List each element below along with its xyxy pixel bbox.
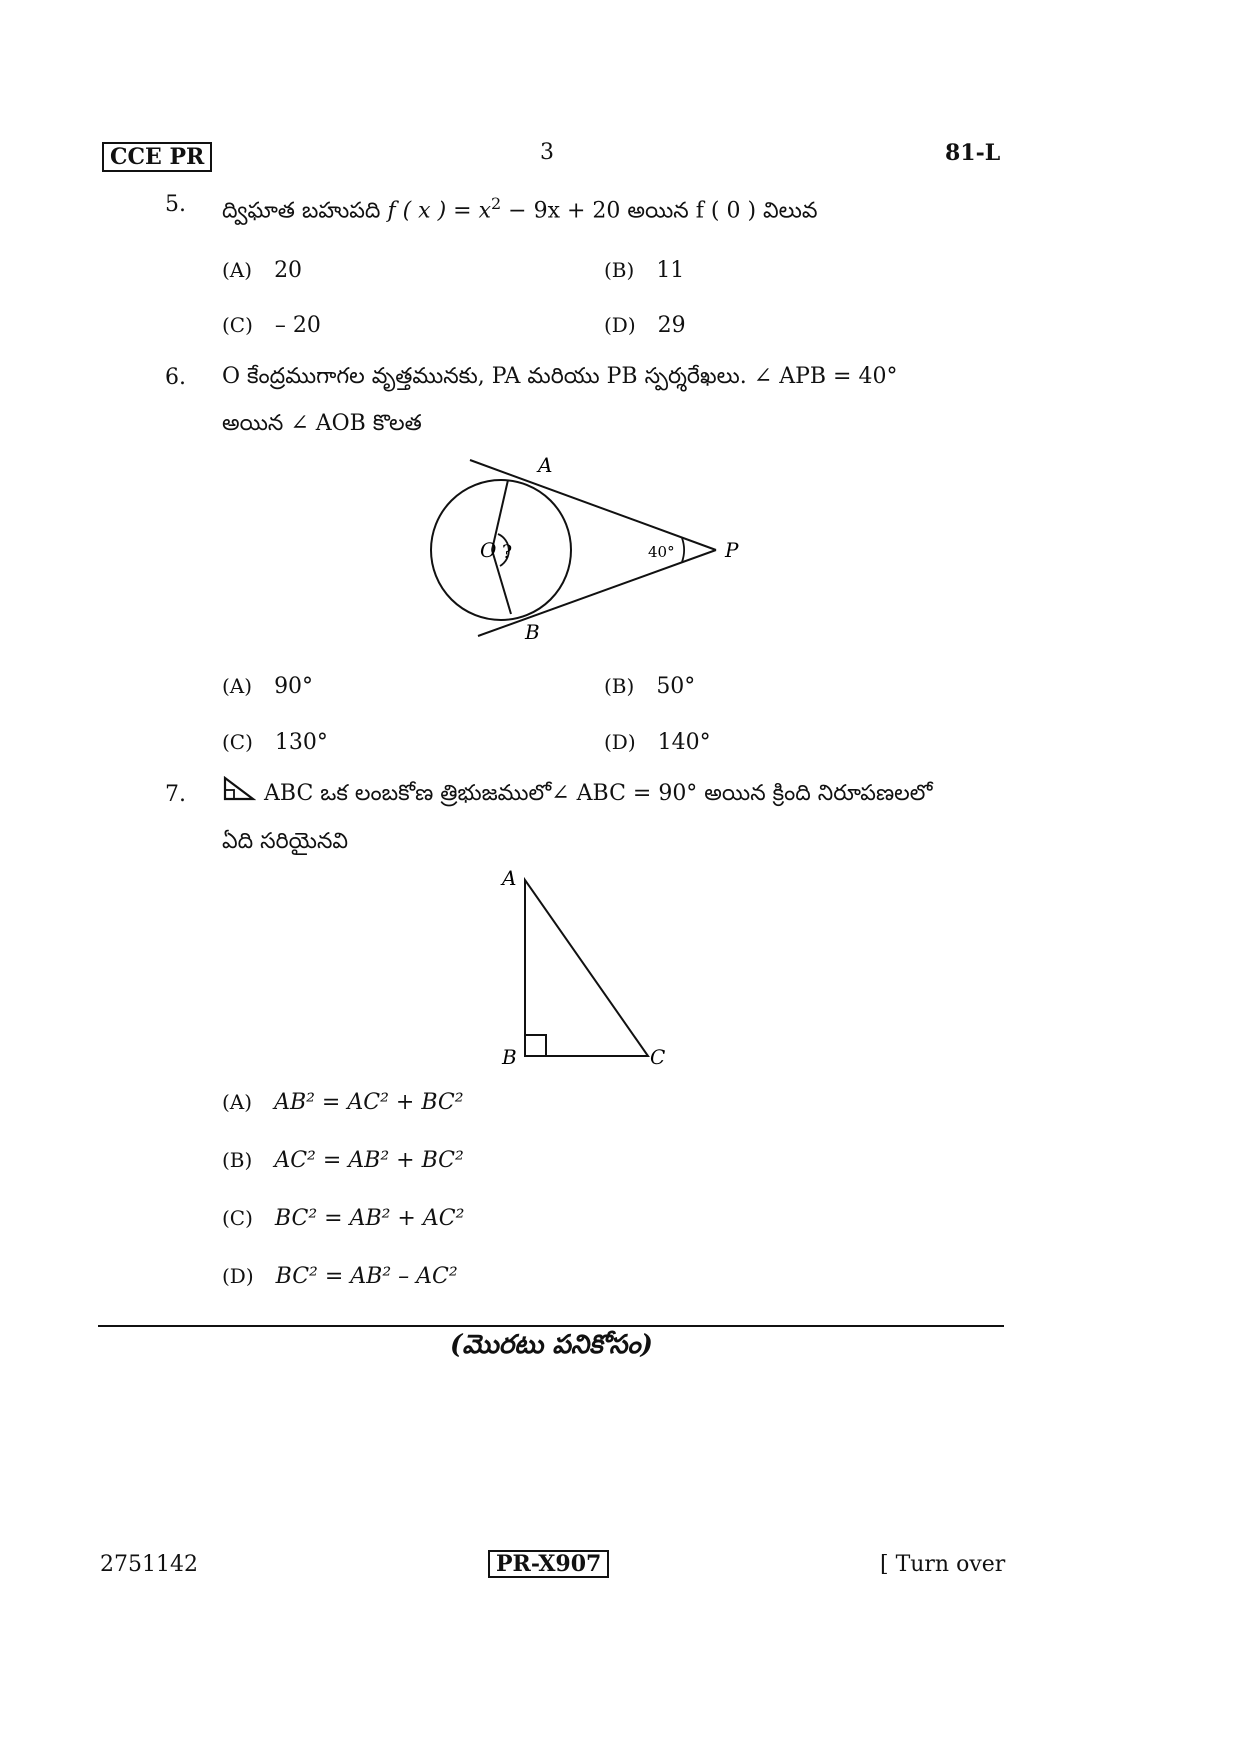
option-text: BC² = AB² – AC² <box>275 1264 458 1289</box>
label-c: C <box>650 1045 666 1069</box>
option-label: (A) <box>222 674 253 698</box>
q6-circle-tangent-figure <box>420 450 760 650</box>
angle-apb-label: 40° <box>648 543 675 561</box>
option-text: 50° <box>656 674 696 699</box>
option-label: (B) <box>222 1148 253 1172</box>
q5-text <box>222 180 818 235</box>
unknown-angle-mark: ? <box>502 541 513 563</box>
circle <box>431 480 571 620</box>
page-number: 3 <box>540 140 554 165</box>
option-label: (A) <box>222 258 253 282</box>
q5-option-a[interactable] <box>222 258 302 283</box>
q7-option-c[interactable] <box>222 1206 464 1231</box>
q6-line1: O కేంద్రముగాగల వృత్తమునకు, PA మరియు PB స్పర్శరేఖలు. ∠ APB = 40° <box>222 364 898 389</box>
turn-over-note: [ Turn over <box>880 1552 1006 1577</box>
q7-option-d[interactable] <box>222 1264 458 1289</box>
label-a: A <box>538 453 553 477</box>
q6-option-c[interactable] <box>222 730 328 755</box>
q5-text-post: − 9x + 20 అయిన f ( 0 ) విలువ <box>501 198 818 224</box>
option-label: (A) <box>222 1090 253 1114</box>
tangent-pb <box>478 550 716 636</box>
option-text: AB² = AC² + BC² <box>274 1090 464 1115</box>
q7-number: 7. <box>165 782 186 807</box>
option-label: (C) <box>222 1206 253 1230</box>
footer-serial: 2751142 <box>100 1552 198 1577</box>
option-label: (B) <box>604 674 635 698</box>
option-text: 11 <box>656 258 685 283</box>
q7-right-triangle-figure <box>490 860 690 1080</box>
q7-line2: ఏది సరియైనవి <box>222 829 349 854</box>
q7-line1: ABC ఒక లంబకోణ త్రిభుజములో∠ ABC = 90° అయిన క్రింది నిరూపణలలో <box>264 781 933 806</box>
rough-work-note: (మొరటు పనికోసం) <box>450 1330 653 1360</box>
footer-code-box: PR-X907 <box>488 1550 609 1578</box>
q6-line2: అయిన ∠ AOB కొలత <box>222 411 422 436</box>
q5-option-b[interactable] <box>604 258 684 283</box>
q5-exponent: 2 <box>491 194 502 213</box>
q5-expr: f ( x ) = x <box>387 198 491 224</box>
paper-code-box: CCE PR <box>102 142 212 172</box>
q7-option-b[interactable] <box>222 1148 464 1173</box>
label-b: B <box>525 620 540 644</box>
q5-option-d[interactable] <box>604 313 686 338</box>
option-text: – 20 <box>274 313 321 338</box>
right-angle-mark <box>525 1035 546 1056</box>
q6-option-a[interactable] <box>222 674 313 699</box>
option-text: 20 <box>274 258 303 283</box>
option-label: (B) <box>604 258 635 282</box>
triangle-abc <box>525 880 648 1056</box>
option-label: (C) <box>222 730 253 754</box>
angle-apb-arc <box>682 538 684 562</box>
q5-text-pre: ద్విఘాత బహుపది <box>222 198 388 224</box>
option-text: BC² = AB² + AC² <box>274 1206 465 1231</box>
divider-rule <box>98 1325 1004 1327</box>
q7-option-a[interactable] <box>222 1090 464 1115</box>
q6-option-d[interactable] <box>604 730 711 755</box>
paper-number: 81-L <box>945 140 1001 166</box>
option-text: 29 <box>657 313 686 338</box>
label-o: O <box>480 538 497 562</box>
tangent-pa <box>470 460 716 550</box>
label-b: B <box>502 1045 517 1069</box>
right-triangle-icon <box>222 776 256 802</box>
option-label: (D) <box>604 730 636 754</box>
option-text: 130° <box>274 730 328 755</box>
option-text: 140° <box>657 730 711 755</box>
q5-number: 5. <box>165 192 186 217</box>
option-text: 90° <box>274 674 314 699</box>
label-a: A <box>502 866 517 890</box>
q6-number: 6. <box>165 365 186 390</box>
option-label: (D) <box>604 313 636 337</box>
q6-option-b[interactable] <box>604 674 695 699</box>
option-text: AC² = AB² + BC² <box>274 1148 464 1173</box>
q5-option-c[interactable] <box>222 313 321 338</box>
option-label: (C) <box>222 313 253 337</box>
label-p: P <box>725 538 739 562</box>
option-label: (D) <box>222 1264 254 1288</box>
